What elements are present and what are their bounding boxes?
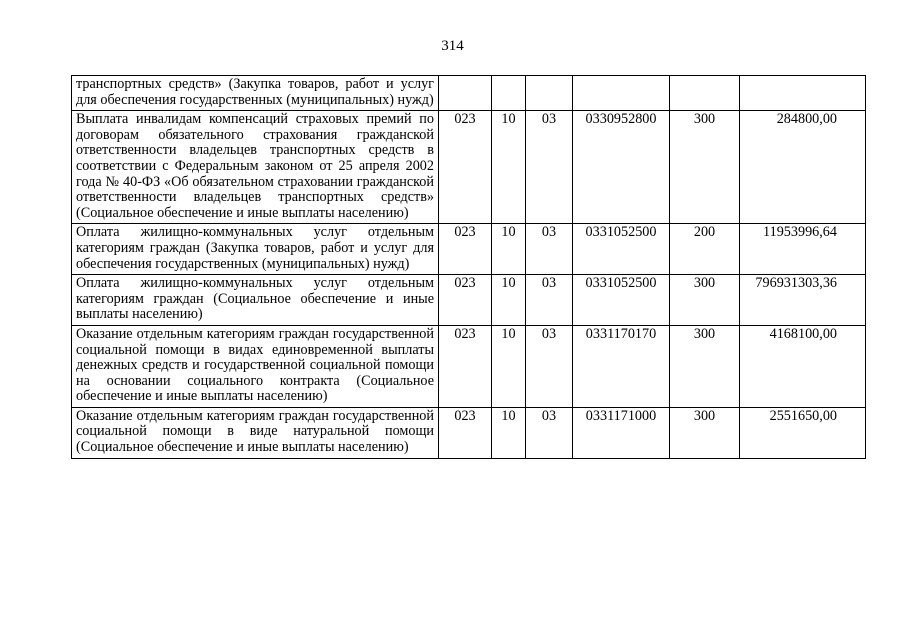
subsection-code <box>526 76 573 111</box>
row-description: Оказание отдельным категориям граждан государственной социальной помощи в виде натуральной помощи (Социальное обеспечение и иные выплаты населению) <box>72 407 439 458</box>
row-description: Оплата жилищно-коммунальных услуг отдельным категориям граждан (Закупка товаров, работ и услуг для обеспечения государственных (муниципальных) нужд) <box>72 224 439 275</box>
ministry-code: 023 <box>439 275 492 326</box>
table-row <box>72 224 866 275</box>
subsection-code: 03 <box>526 325 573 407</box>
table-row <box>72 76 866 111</box>
expense-type-code <box>670 76 740 111</box>
amount: 11953996,64 <box>740 224 866 275</box>
expense-type-code: 300 <box>670 407 740 458</box>
ministry-code: 023 <box>439 224 492 275</box>
target-article-code <box>573 76 670 111</box>
expense-type-code: 300 <box>670 325 740 407</box>
ministry-code <box>439 76 492 111</box>
section-code: 10 <box>492 407 526 458</box>
row-description: транспортных средств» (Закупка товаров, работ и услуг для обеспечения государственных (муниципальных) нужд) <box>72 76 439 111</box>
ministry-code: 023 <box>439 407 492 458</box>
section-code: 10 <box>492 111 526 224</box>
amount <box>740 76 866 111</box>
expense-type-code: 300 <box>670 275 740 326</box>
section-code: 10 <box>492 275 526 326</box>
target-article-code: 0330952800 <box>573 111 670 224</box>
target-article-code: 0331052500 <box>573 224 670 275</box>
target-article-code: 0331052500 <box>573 275 670 326</box>
table-row <box>72 111 866 224</box>
subsection-code: 03 <box>526 111 573 224</box>
section-code: 10 <box>492 224 526 275</box>
amount: 4168100,00 <box>740 325 866 407</box>
subsection-code: 03 <box>526 407 573 458</box>
budget-table <box>71 75 866 459</box>
ministry-code: 023 <box>439 111 492 224</box>
section-code: 10 <box>492 325 526 407</box>
expense-type-code: 200 <box>670 224 740 275</box>
expense-type-code: 300 <box>670 111 740 224</box>
table-row <box>72 407 866 458</box>
row-description: Оказание отдельным категориям граждан государственной социальной помощи в видах единовременной выплаты денежных средств и государственной социальной помощи на основании социального контракта (Социальное обеспечение и иные выплаты населению) <box>72 325 439 407</box>
page-number: 314 <box>441 38 464 54</box>
table-row <box>72 275 866 326</box>
row-description: Выплата инвалидам компенсаций страховых премий по договорам обязательного страхования гражданской ответственности владельцев транспортных средств в соответствии с Федеральным законом от 25 апреля 2002 года № 40-ФЗ «Об обязательном страховании гражданской ответственности владельцев транспортных средств» (Социальное обеспечение и иные выплаты населению) <box>72 111 439 224</box>
ministry-code: 023 <box>439 325 492 407</box>
subsection-code: 03 <box>526 224 573 275</box>
target-article-code: 0331170170 <box>573 325 670 407</box>
row-description: Оплата жилищно-коммунальных услуг отдельным категориям граждан (Социальное обеспечение и иные выплаты населению) <box>72 275 439 326</box>
amount: 796931303,36 <box>740 275 866 326</box>
table-row <box>72 325 866 407</box>
section-code <box>492 76 526 111</box>
amount: 2551650,00 <box>740 407 866 458</box>
subsection-code: 03 <box>526 275 573 326</box>
target-article-code: 0331171000 <box>573 407 670 458</box>
amount: 284800,00 <box>740 111 866 224</box>
